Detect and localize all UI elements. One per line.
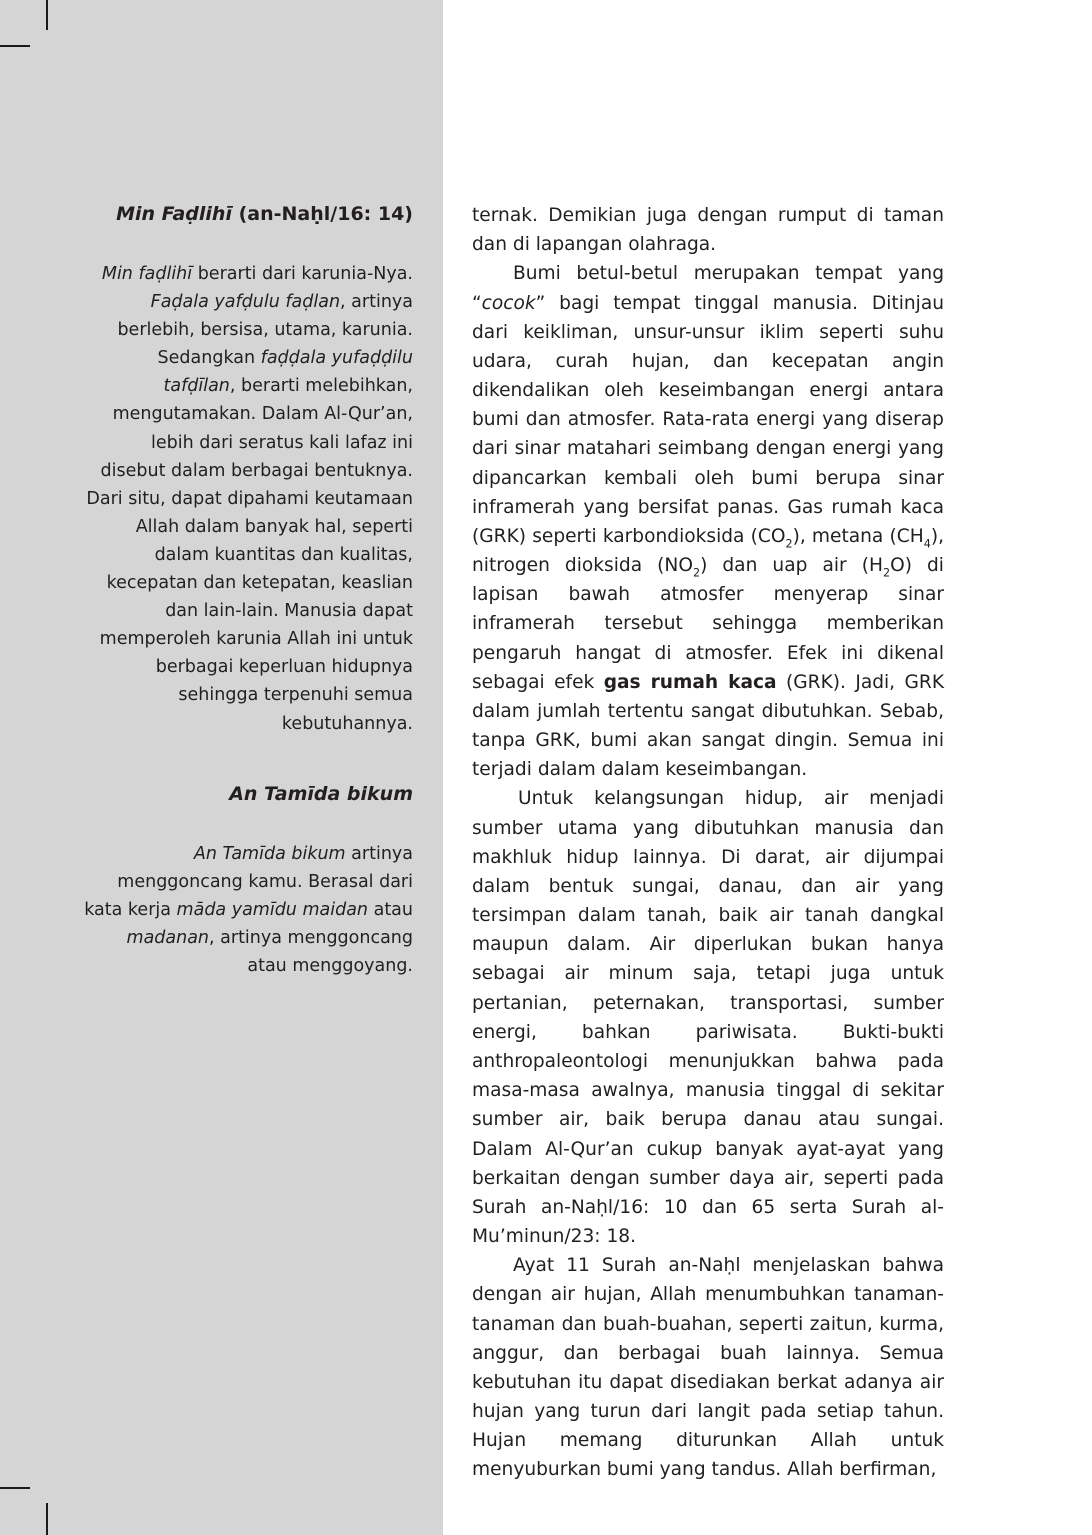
text-run: , artinya menggoncang atau menggoyang. [209,927,413,976]
p2-text-f: O) di lapisan bawah atmosfer menyerap sinar inframerah tersebut sehingga memberikan pengaruh hangat di atmosfer. Efek ini dikenal sebagai efek [472,555,944,693]
text-run: māda yamīdu maidan [176,899,369,920]
text-run: , berarti melebihkan, mengutamakan. Dalam Al-Qur’an, lebih dari seratus kali lafaz ini disebut dalam berbagai bentuknya. Dari situ, dapat dipahami keutamaan Allah dalam banyak hal, seperti dalam kuantitas dan kualitas, kecepatan dan ketepatan, keaslian dan lain-lain. Manusia dapat memperoleh karunia Allah ini untuk berbagai keperluan hidupnya sehingga terpenuhi semua kebutuhannya. [86,376,413,734]
text-run: An Tamīda bikum [193,843,346,864]
glossary-heading-min-fadlihi [82,200,413,228]
p2-italic-cocok: cocok [481,292,536,314]
paragraph-4: Ayat 11 Surah an-Naḥl menjelaskan bahwa dengan air hujan, Allah menumbuhkan tanaman-tanaman dan buah-buahan, seperti zaitun, kurma, anggur, dan berbagai buah lainnya. Semua kebutuhan itu dapat disediakan berkat adanya air hujan yang turun dari langit pada setiap tahun. Hujan memang diturunkan Allah untuk menyuburkan bumi yang tandus. Allah berfirman, [472,1255,944,1481]
p2-text-a: Bumi betul-betul merupakan tempat yang “ [472,263,944,314]
subscript: 2 [882,566,891,580]
p2-text-d: ), nitrogen dioksida (NO [472,525,944,577]
glossary-sidebar [82,200,413,980]
crop-mark-bottom-vertical [46,1503,48,1535]
glossary-definition-min-fadlihi [82,260,413,738]
glossary-heading-an-tamida-bikum: An Tamīda bikum [229,782,413,805]
p2-text-c: ), metana (CH [792,525,924,547]
p2-text-g: (GRK). Jadi, GRK dalam jumlah tertentu sangat dibutuhkan. Sebab, tanpa GRK, bumi akan sangat dingin. Semua ini terjadi dalam dalam keseimbangan. [472,671,945,781]
p2-text-e: ) dan uap air (H [700,555,883,577]
text-run: faḍḍala yufaḍḍilu tafḍīlan [163,348,413,397]
crop-mark-top-horizontal [0,45,30,47]
text-run: Faḍala yafḍulu faḍlan [150,292,341,313]
text-run: Min faḍlihī [101,264,193,284]
heading-reference: (an-Naḥl/16: 14) [231,203,413,225]
subscript: 2 [785,537,793,551]
text-run: atau [368,899,413,920]
main-body-text [472,201,944,1485]
heading-term: Min Faḍlihī [116,203,232,225]
crop-mark-bottom-horizontal [0,1487,30,1489]
subscript: 2 [692,566,701,580]
p2-bold-term: gas rumah kaca [603,671,777,693]
text-run: artinya menggoncang kamu. Berasal dari kata kerja [84,843,413,920]
p2-text-b: ” bagi tempat tinggal manusia. Ditinjau dari keikliman, unsur-unsur iklim seperti suhu udara, curah hujan, dan kecepatan angin dikendalikan oleh keseimbangan energi antara bumi dan atmosfer. Rata-rata energi yang diserap dari sinar matahari seimbang dengan energi yang dipancarkan kembali oleh bumi berupa sinar inframerah yang bersifat panas. Gas rumah kaca (GRK) seperti karbondioksida (CO [472,292,944,547]
text-run: berarti dari karunia-Nya. [192,264,413,284]
text-run: madanan [126,927,210,948]
crop-mark-top-vertical [46,0,48,30]
subscript: 4 [923,537,931,551]
paragraph-3: Untuk kelangsungan hidup, air menjadi sumber utama yang dibutuhkan manusia dan makhluk hidup lainnya. Di darat, air dijumpai dalam bentuk sungai, danau, dan air yang tersimpan dalam tanah, baik air tanah dangkal maupun dalam. Air diperlukan bukan hanya sebagai air minum saja, tetapi juga untuk pertanian, peternakan, transportasi, sumber energi, bahkan pariwisata. Bukti-bukti anthropaleontologi menunjukkan bahwa pada masa-masa awalnya, manusia tinggal di sekitar sumber air, baik berupa danau atau sungai. Dalam Al-Qur’an cukup banyak ayat-ayat yang berkaitan dengan sumber daya air, seperti pada Surah an-Naḥl/16: 10 dan 65 serta Surah al-Mu’minun/23: 18. [472,788,944,1248]
glossary-definition-an-tamida-bikum [82,840,413,980]
text-run: , artinya berlebih, bersisa, utama, karunia. Sedangkan [117,292,413,369]
paragraph-1: ternak. Demikian juga dengan rumput di taman dan di lapangan olahraga. [472,205,944,256]
paragraph-2 [472,259,944,784]
